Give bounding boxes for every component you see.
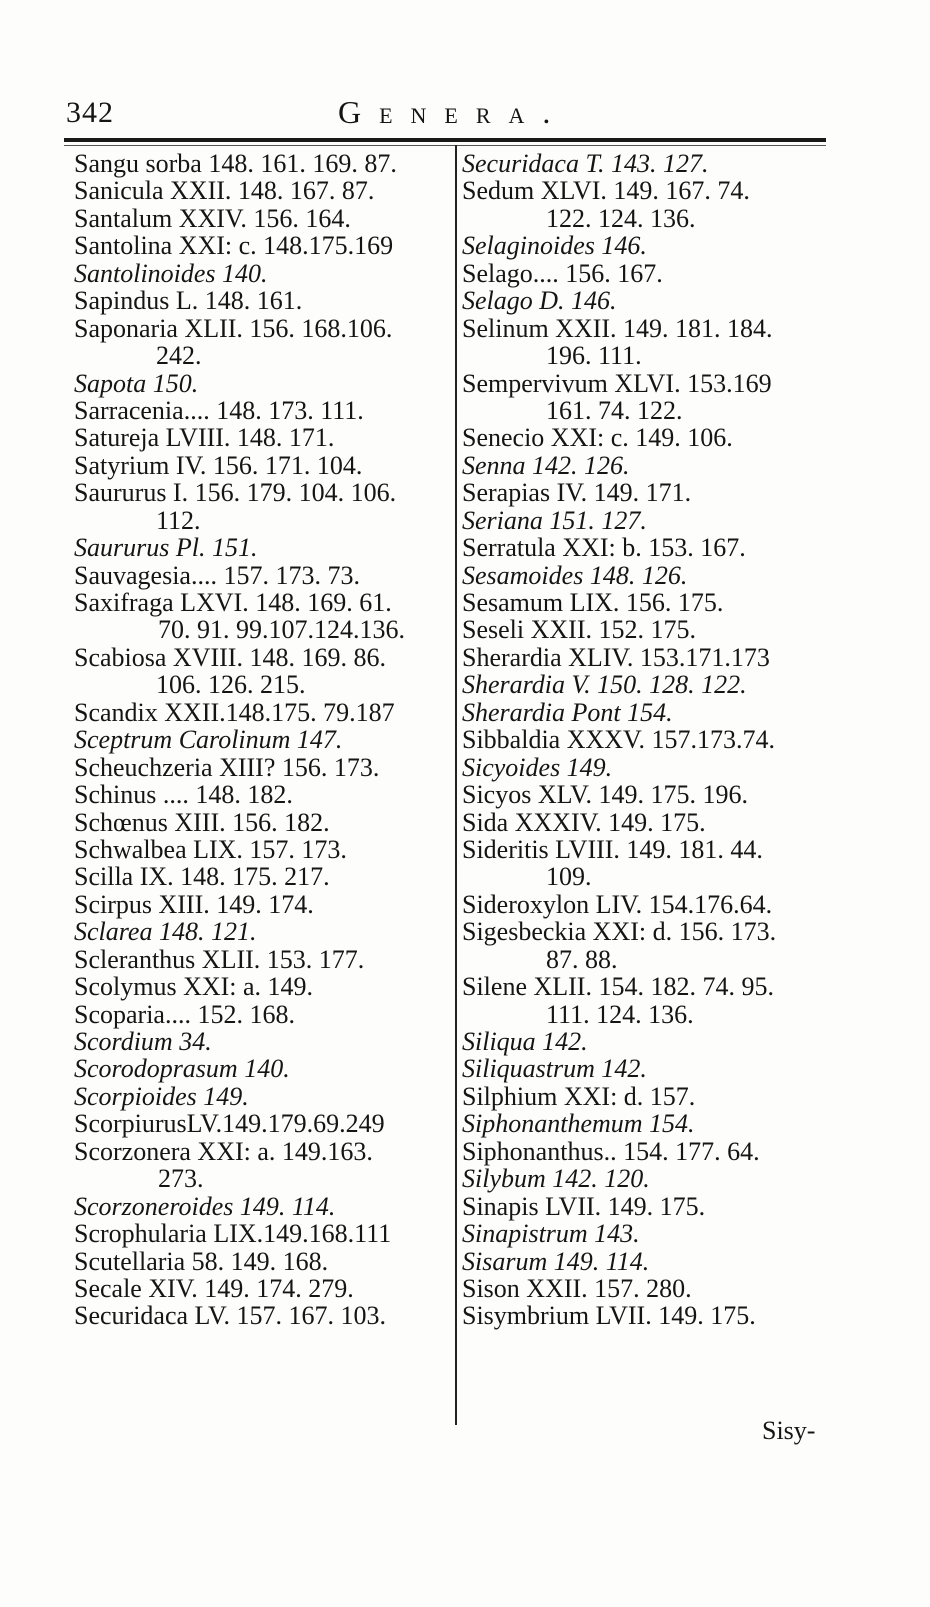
- index-entry: Sisarum 149. 114.: [462, 1246, 650, 1276]
- index-entry: Selago D. 146.: [462, 286, 617, 316]
- header-rule: [64, 138, 826, 142]
- index-entry: Serapias IV. 149. 171.: [462, 478, 692, 508]
- index-entry: 106. 126. 215.: [156, 670, 306, 700]
- index-entry: 70. 91. 99.107.124.136.: [158, 615, 405, 645]
- index-entry: Sapota 150.: [74, 368, 199, 398]
- index-entry: Sclarea 148. 121.: [74, 917, 257, 947]
- index-entry: Scandix XXII.148.175. 79.187: [74, 697, 395, 727]
- index-entry: ScorpiurusLV.149.179.69.249: [74, 1109, 385, 1139]
- index-entry: Schwalbea LIX. 157. 173.: [74, 834, 347, 864]
- index-entry: Secale XIV. 149. 174. 279.: [74, 1273, 354, 1303]
- index-entry: Seseli XXII. 152. 175.: [462, 615, 696, 645]
- index-entry: 196. 111.: [546, 341, 642, 371]
- index-entry: Scabiosa XVIII. 148. 169. 86.: [74, 642, 386, 672]
- page-number: 342: [66, 96, 114, 129]
- index-entry: Selaginoides 146.: [462, 231, 647, 261]
- index-entry: Sempervivum XLVI. 153.169: [462, 368, 772, 398]
- index-entry: Scordium 34.: [74, 1027, 212, 1056]
- index-entry: 122. 124. 136.: [546, 203, 696, 233]
- right-column: [462, 150, 842, 1330]
- index-entry: Scutellaria 58. 149. 168.: [74, 1246, 329, 1276]
- index-entry: Scirpus XIII. 149. 174.: [74, 889, 314, 919]
- index-entry: Selago.... 156. 167.: [462, 258, 663, 288]
- left-column: [74, 150, 454, 1330]
- index-entry: Scilla IX. 148. 175. 217.: [74, 862, 330, 892]
- index-entry: Satureja LVIII. 148. 171.: [74, 423, 335, 453]
- index-entry: Saponaria XLII. 156. 168.106.: [74, 313, 393, 343]
- index-entry: Sapindus L. 148. 161.: [74, 286, 303, 316]
- index-entry: Siphonanthus.. 154. 177. 64.: [462, 1136, 760, 1166]
- index-entry: Sauvagesia.... 157. 173. 73.: [74, 560, 360, 590]
- index-entry: Scorzoneroides 149. 114.: [74, 1191, 336, 1221]
- index-entry: Sarracenia.... 148. 173. 111.: [74, 395, 364, 425]
- index-entry: Securidaca LV. 157. 167. 103.: [74, 1301, 386, 1331]
- index-entry: Sicyoides 149.: [462, 752, 613, 782]
- index-entry: Scleranthus XLII. 153. 177.: [74, 944, 365, 974]
- index-entry: Sceptrum Carolinum 147.: [74, 725, 343, 755]
- header-rule-thin: [64, 145, 826, 146]
- column-divider: [455, 145, 457, 1425]
- index-entry: Santolina XXI: c. 148.175.169: [74, 231, 394, 261]
- index-entry: Sideroxylon LIV. 154.176.64.: [462, 889, 773, 919]
- index-entry: Silene XLII. 154. 182. 74. 95.: [462, 972, 774, 1002]
- index-entry: Scrophularia LIX.149.168.111: [74, 1219, 392, 1249]
- index-entry: Senecio XXI: c. 149. 106.: [462, 423, 733, 453]
- index-entry: Siliqua 142.: [462, 1027, 588, 1056]
- index-entry: Sedum XLVI. 149. 167. 74.: [462, 176, 750, 206]
- index-entry: Silybum 142. 120.: [462, 1164, 650, 1194]
- page-header: [66, 96, 826, 136]
- index-entry: Sibbaldia XXXV. 157.173.74.: [462, 725, 775, 755]
- index-entry: Sison XXII. 157. 280.: [462, 1273, 692, 1303]
- index-entry: Sisymbrium LVII. 149. 175.: [462, 1301, 756, 1331]
- index-entry: Siphonanthemum 154.: [462, 1109, 695, 1139]
- index-entry: Santolinoides 140.: [74, 258, 268, 288]
- index-entry: Senna 142. 126.: [462, 450, 630, 480]
- index-entry: Scorodoprasum 140.: [74, 1054, 290, 1084]
- index-entry: Sherardia XLIV. 153.171.173: [462, 642, 770, 672]
- index-entry: Sinapistrum 143.: [462, 1219, 640, 1249]
- index-entry: Schœnus XIII. 156. 182.: [74, 807, 330, 837]
- index-entry: Saururus I. 156. 179. 104. 106.: [74, 478, 397, 508]
- index-entry: Sida XXXIV. 149. 175.: [462, 807, 706, 837]
- index-entry: Sideritis LVIII. 149. 181. 44.: [462, 834, 763, 864]
- index-entry: Scheuchzeria XIII? 156. 173.: [74, 752, 380, 782]
- index-entry: 87. 88.: [546, 944, 618, 974]
- index-entry: Scolymus XXI: a. 149.: [74, 972, 314, 1002]
- index-entry: Serratula XXI: b. 153. 167.: [462, 533, 746, 563]
- index-entry: 161. 74. 122.: [546, 395, 683, 425]
- running-title: Genera.: [338, 94, 569, 130]
- index-entry: Saururus Pl. 151.: [74, 533, 258, 563]
- index-entry: Sinapis LVII. 149. 175.: [462, 1191, 706, 1221]
- index-entry: Securidaca T. 143. 127.: [462, 149, 709, 178]
- index-entry: 273.: [158, 1164, 204, 1194]
- index-entry: Schinus .... 148. 182.: [74, 780, 293, 810]
- index-entry: Sesamoides 148. 126.: [462, 560, 688, 590]
- index-entry: 111. 124. 136.: [546, 999, 694, 1029]
- index-entry: Sanicula XXII. 148. 167. 87.: [74, 176, 375, 206]
- index-entry: Santalum XXIV. 156. 164.: [74, 203, 351, 233]
- index-entry: Sicyos XLV. 149. 175. 196.: [462, 780, 749, 810]
- index-entry: Silphium XXI: d. 157.: [462, 1081, 696, 1111]
- index-entry: Satyrium IV. 156. 171. 104.: [74, 450, 363, 480]
- catchword: Sisy-: [762, 1416, 816, 1445]
- index-entry: 112.: [156, 505, 201, 535]
- index-entry: Seriana 151. 127.: [462, 505, 647, 535]
- index-entry: Sangu sorba 148. 161. 169. 87.: [74, 149, 397, 178]
- index-entry: Siliquastrum 142.: [462, 1054, 647, 1084]
- index-entry: Scoparia.... 152. 168.: [74, 999, 295, 1029]
- index-entry: Sherardia Pont 154.: [462, 697, 673, 727]
- index-entry: 242.: [156, 341, 202, 371]
- index-entry: Sherardia V. 150. 128. 122.: [462, 670, 747, 700]
- index-entry: Scorpioides 149.: [74, 1081, 249, 1111]
- index-entry: Scorzonera XXI: a. 149.163.: [74, 1136, 373, 1166]
- index-entry: Selinum XXII. 149. 181. 184.: [462, 313, 773, 343]
- index-entry: 109.: [546, 862, 592, 892]
- index-entry: Saxifraga LXVI. 148. 169. 61.: [74, 588, 392, 617]
- index-entry: Sesamum LIX. 156. 175.: [462, 588, 724, 617]
- index-entry: Sigesbeckia XXI: d. 156. 173.: [462, 917, 777, 947]
